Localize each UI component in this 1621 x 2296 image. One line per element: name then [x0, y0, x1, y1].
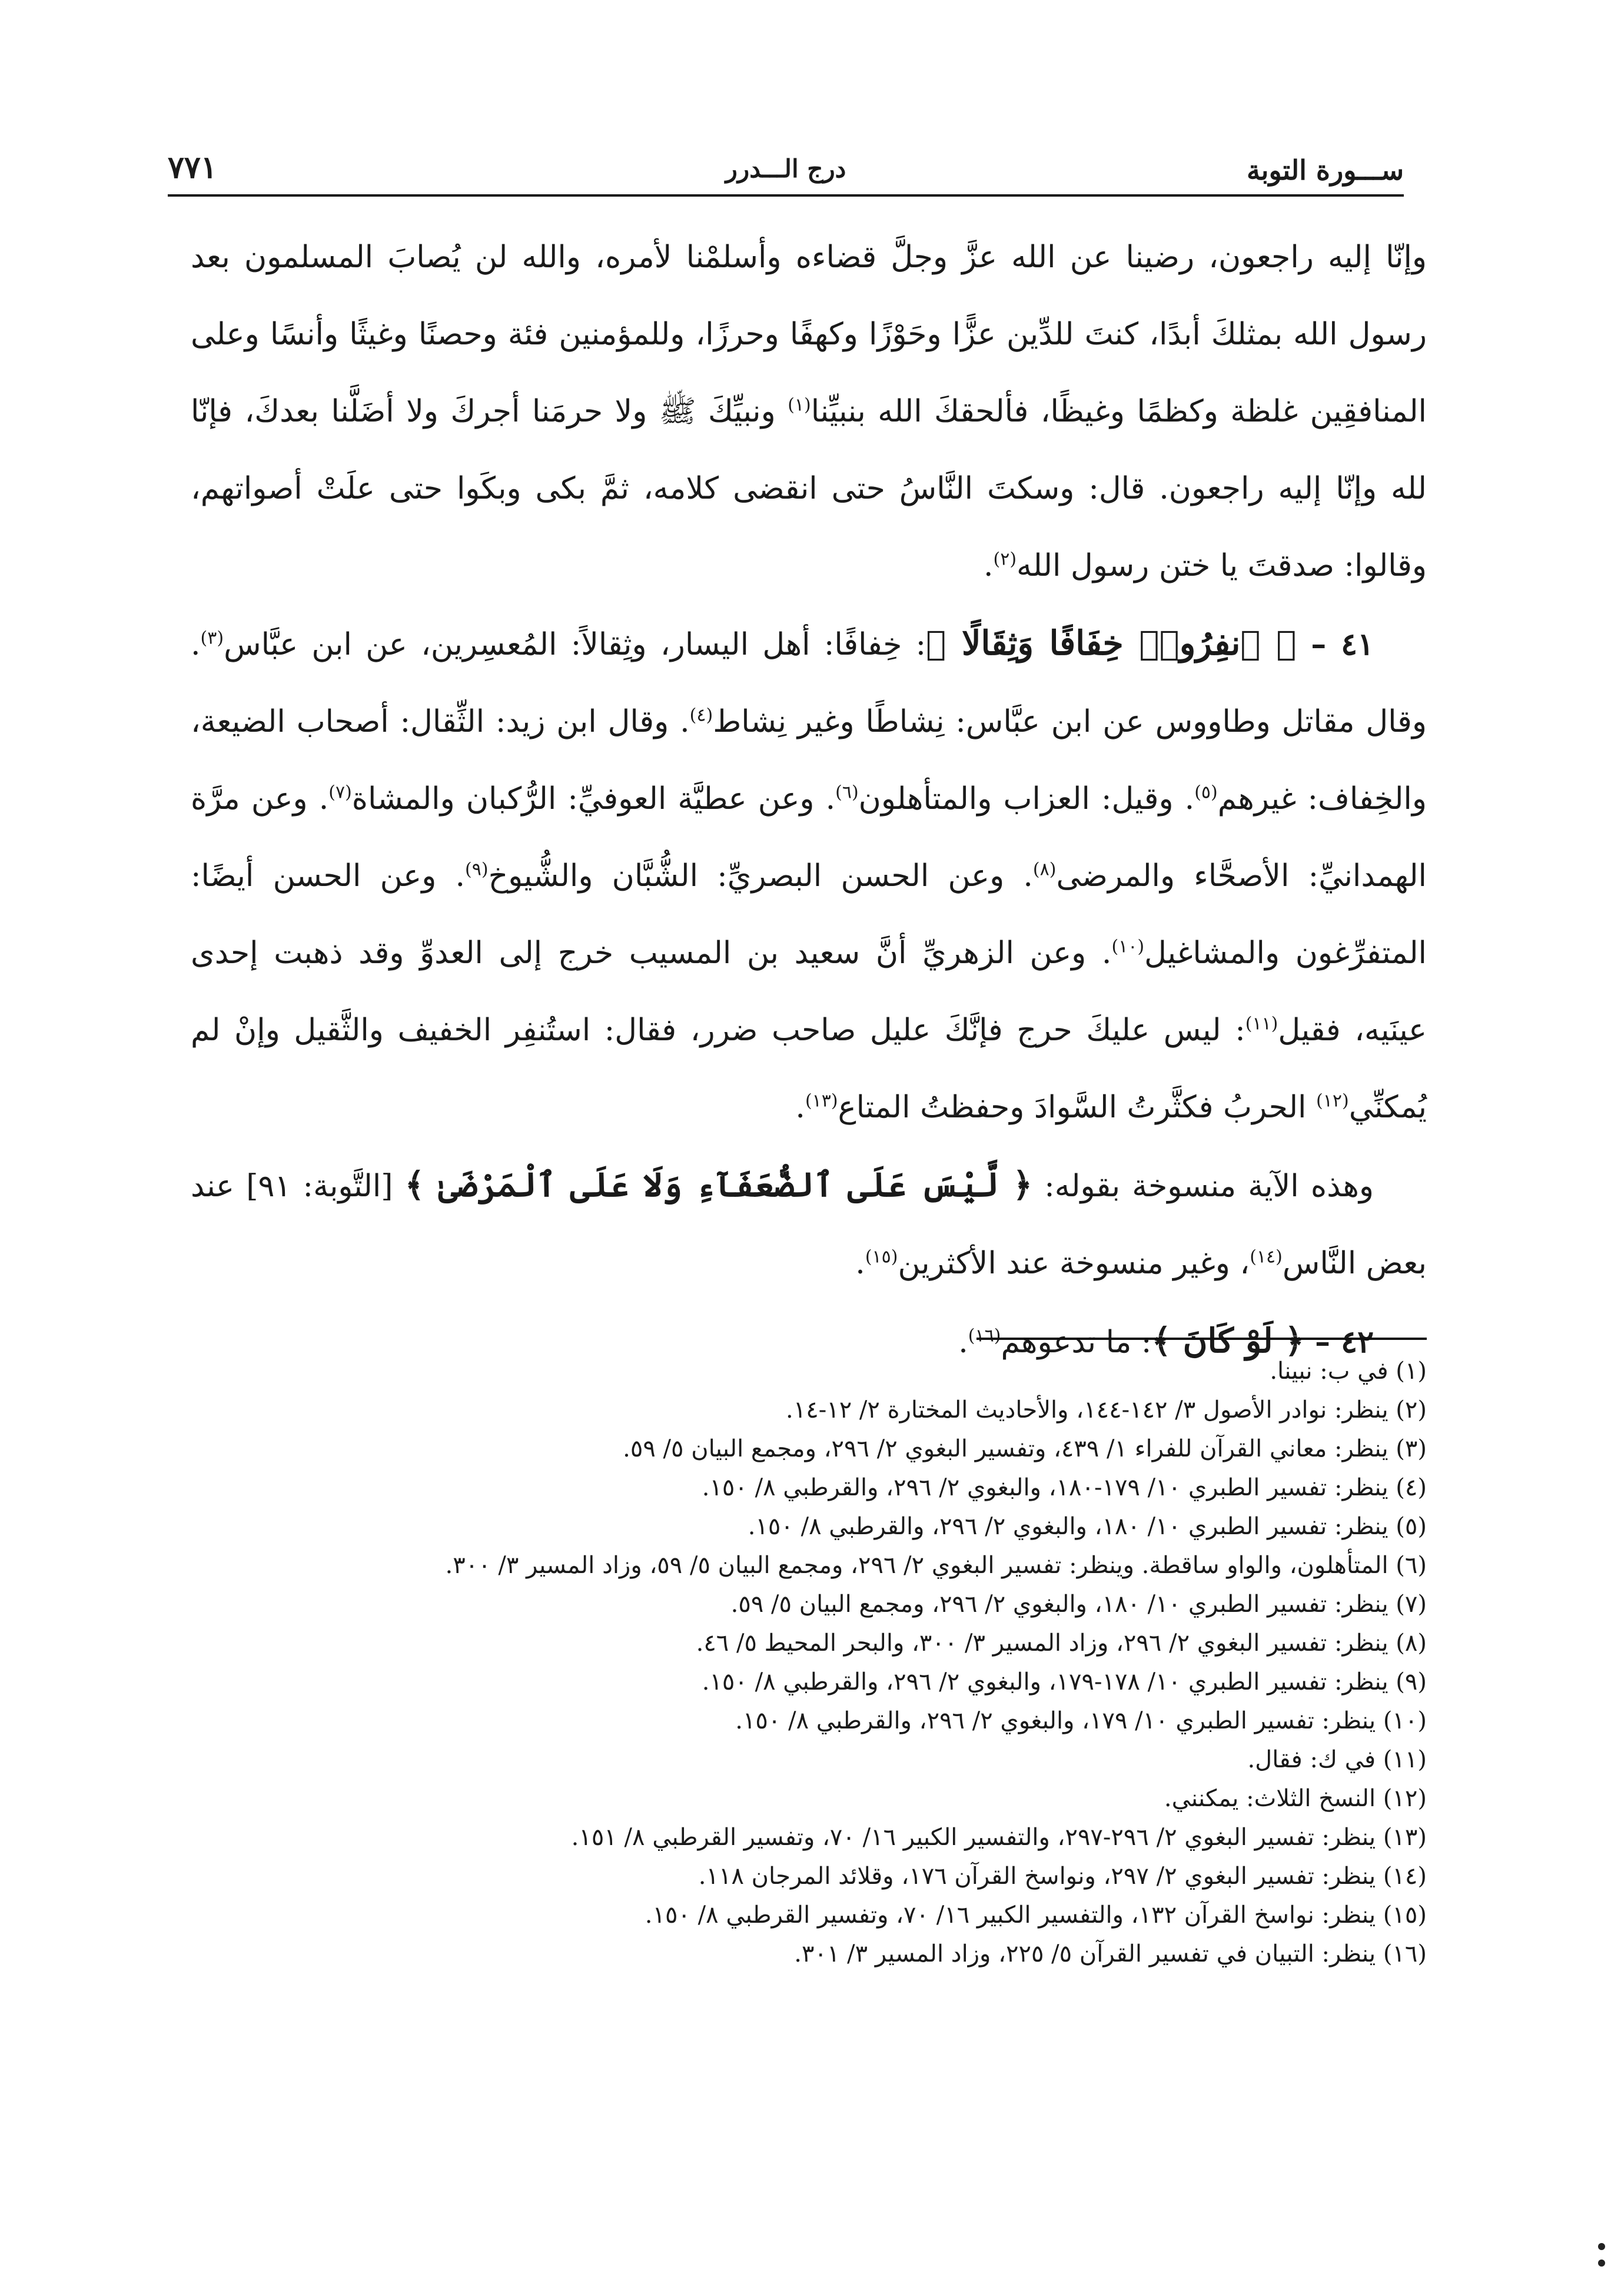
- footnote: (١٦) ينظر: التبيان في تفسير القرآن ٥/ ٢٢٥، وزاد المسير ٣/ ٣٠١.: [794, 1940, 1427, 1967]
- footnote-ref: (٥): [1194, 782, 1218, 803]
- footnote: (٣) ينظر: معاني القرآن للفراء ١/ ٤٣٩، وتفسير البغوي ٢/ ٢٩٦، ومجمع البيان ٥/ ٥٩.: [623, 1435, 1427, 1462]
- footnote: (١٠) ينظر: تفسير الطبري ١٠/ ١٧٩، والبغوي ٢/ ٢٩٦، والقرطبي ٨/ ١٥٠.: [735, 1707, 1427, 1734]
- verse-number: ٤١ –: [1296, 626, 1374, 662]
- text-run: . وقيل: العزاب والمتأهلون: [858, 781, 1195, 817]
- footnotes: [191, 1352, 1427, 1973]
- footnote-ref: (١٣): [805, 1090, 838, 1111]
- page-header: [168, 146, 1404, 197]
- footnote-ref: (٢): [993, 549, 1017, 570]
- text-run: : خِفافًا: أهل اليسار، وثِقالاً: المُعسِرين، عن ابن عبَّاس: [224, 627, 926, 662]
- footnote: (٧) ينظر: تفسير الطبري ١٠/ ١٨٠، والبغوي ٢/ ٢٩٦، ومجمع البيان ٥/ ٥٩.: [730, 1591, 1427, 1618]
- text-run: .: [855, 1246, 865, 1281]
- footnote: (١٣) ينظر: تفسير البغوي ٢/ ٢٩٦-٢٩٧، والتفسير الكبير ١٦/ ٧٠، وتفسير القرطبي ٨/ ١٥١.: [571, 1824, 1427, 1851]
- quran-quote: ﴿ لَّيْسَ عَلَى ٱلضُّعَفَآءِ وَلَا عَلَى ٱلْمَرْضَىٰ ﴾: [404, 1165, 1033, 1205]
- footnote: (١٥) ينظر: نواسخ القرآن ١٣٢، والتفسير الكبير ١٦/ ٧٠، وتفسير القرطبي ٨/ ١٥٠.: [645, 1902, 1427, 1929]
- paragraph-eulogy: [191, 219, 1427, 605]
- footnote: (٨) ينظر: تفسير البغوي ٢/ ٢٩٦، وزاد المسير ٣/ ٣٠٠، والبحر المحيط ٥/ ٤٦.: [696, 1630, 1427, 1657]
- text-run: . وقال ابن زيد: الثِّقال: أصحاب الضيعة، والخِفاف: غيرهم: [191, 704, 1427, 817]
- footnote-ref: (٨): [1032, 859, 1057, 880]
- footnote-ref: (٧): [328, 782, 352, 803]
- text-run: وهذه الآية منسوخة بقوله:: [1032, 1169, 1374, 1204]
- footnote: (٦) المتأهلون، والواو ساقطة. وينظر: تفسير البغوي ٢/ ٢٩٦، ومجمع البيان ٥/ ٥٩، وزاد المسير ٣/ ٣٠٠.: [445, 1552, 1427, 1579]
- footnote: (١٤) ينظر: تفسير البغوي ٢/ ٢٩٧، ونواسخ القرآن ١٧٦، وقلائد المرجان ١١٨.: [698, 1863, 1427, 1890]
- page-number: ٧٧١: [168, 150, 217, 185]
- text-run: ونبيِّكَ ﷺ ولا حرمَنا أجركَ ولا أضَلَّنا بعدكَ، فإنّا لله وإنّا إليه راجعون. قال: وسكتَ النَّاسُ حتى انقضى كلامه، ثمَّ بكى وبكَوا حتى علَتْ أصواتهم، وقالوا: صدقتَ يا ختن رسول الله: [191, 394, 1427, 583]
- quran-quote: ﴿ لَوْ كَانَ ﴾: [1151, 1321, 1304, 1361]
- footnote-ref: (١١): [1245, 1013, 1278, 1034]
- surah-title: ســـورة التوبة: [1247, 154, 1404, 186]
- paragraph-verse-41: [191, 605, 1427, 1146]
- scan-speck: [1598, 2259, 1605, 2267]
- footnote-ref: (٣): [200, 628, 224, 649]
- footnote-ref: (١): [788, 394, 811, 416]
- footnote: (٩) ينظر: تفسير الطبري ١٠/ ١٧٨-١٧٩، والبغوي ٢/ ٢٩٦، والقرطبي ٨/ ١٥٠.: [702, 1668, 1427, 1696]
- footnote-ref: (١٤): [1250, 1246, 1283, 1268]
- quran-quote: ﴿ ٱنفِرُوا۟ خِفَافًا وَثِقَالًا ﴾: [926, 623, 1297, 663]
- text-run: .: [983, 548, 994, 583]
- text-run: . وعن الحسن أيضًا: المتفرِّغون والمشاغيل: [191, 858, 1427, 971]
- text-run: . وعن الزهريِّ أنَّ سعيد بن المسيب خرج إلى العدوِّ وقد ذهبت إحدى عينَيه، فقيل: [191, 935, 1427, 1048]
- text-run: . وعن عطيَّة العوفيِّ: الرُّكبان والمشاة: [351, 781, 836, 817]
- text-run: [التَّوبة: ٩١] عند بعض النَّاس: [191, 1169, 1427, 1281]
- footnote: (١) في ب: نبينا.: [1270, 1358, 1427, 1385]
- text-run: . وعن الحسن البصريِّ: الشُّبَّان والشُّيوخ: [488, 858, 1033, 894]
- text-run: : ما تدعوهم: [1001, 1325, 1152, 1360]
- main-text: [191, 219, 1427, 1381]
- text-run: : ليس عليكَ حرج فإنَّكَ عليل صاحب ضرر، فقال: استُنفِر الخفيف والثَّقيل وإنْ لم يُمكنِّي: [191, 1013, 1427, 1125]
- footnote-ref: (١٥): [865, 1246, 898, 1268]
- scan-speck: [1598, 2243, 1605, 2250]
- paragraph-abrogation: [191, 1146, 1427, 1302]
- footnote: (١١) في ك: فقال.: [1247, 1746, 1427, 1773]
- footnote: (٥) ينظر: تفسير الطبري ١٠/ ١٨٠، والبغوي ٢/ ٢٩٦، والقرطبي ٨/ ١٥٠.: [748, 1513, 1427, 1540]
- footnote: (٤) ينظر: تفسير الطبري ١٠/ ١٧٩-١٨٠، والبغوي ٢/ ٢٩٦، والقرطبي ٨/ ١٥٠.: [702, 1474, 1427, 1501]
- text-run: . وعن مرَّة الهمدانيِّ: الأصحَّاء والمرضى: [191, 781, 1427, 894]
- footnote-ref: (١٢): [1316, 1090, 1349, 1111]
- footnote: (٢) ينظر: نوادر الأصول ٣/ ١٤٢-١٤٤، والأحاديث المختارة ٢/ ١٢-١٤.: [786, 1396, 1427, 1424]
- footnote-ref: (١٠): [1111, 936, 1145, 957]
- text-run: وإنّا إليه راجعون، رضينا عن الله عزَّ وجلَّ قضاءه وأسلمْنا لأمره، والله لن يُصابَ المسلمون بعد رسول الله بمثلكَ أبدًا، كنتَ للدِّين عزًّا وحَوْزًا وكهفًا وحرزًا، وللمؤمنين فئة وحصنًا وغيثًا وأنسًا وعلى المنافقِين غلظة وكظمًا وغيظًا، فألحقكَ الله بنبيِّنا: [191, 240, 1427, 429]
- text-run: . وقال مقاتل وطاووس عن ابن عبَّاس: نِشاطًا وغير نِشاط: [191, 627, 1427, 739]
- footnote-ref: (٩): [465, 859, 489, 880]
- footnote: (١٢) النسخ الثلاث: يمكنني.: [1164, 1785, 1427, 1812]
- footnote-ref: (١٦): [968, 1325, 1001, 1346]
- footnote-ref: (٦): [835, 782, 859, 803]
- text-run: الحربُ فكثَّرتُ السَّوادَ وحفظتُ المتاع: [838, 1090, 1317, 1125]
- footnote-separator: [976, 1338, 1427, 1340]
- text-run: .: [795, 1090, 805, 1125]
- book-title: درج الـــدرر: [725, 154, 846, 183]
- text-run: ، وغير منسوخة عند الأكثرين: [898, 1246, 1250, 1281]
- verse-number: ٤٢ –: [1304, 1324, 1374, 1360]
- footnote-ref: (٤): [689, 705, 713, 726]
- text-run: .: [958, 1325, 968, 1360]
